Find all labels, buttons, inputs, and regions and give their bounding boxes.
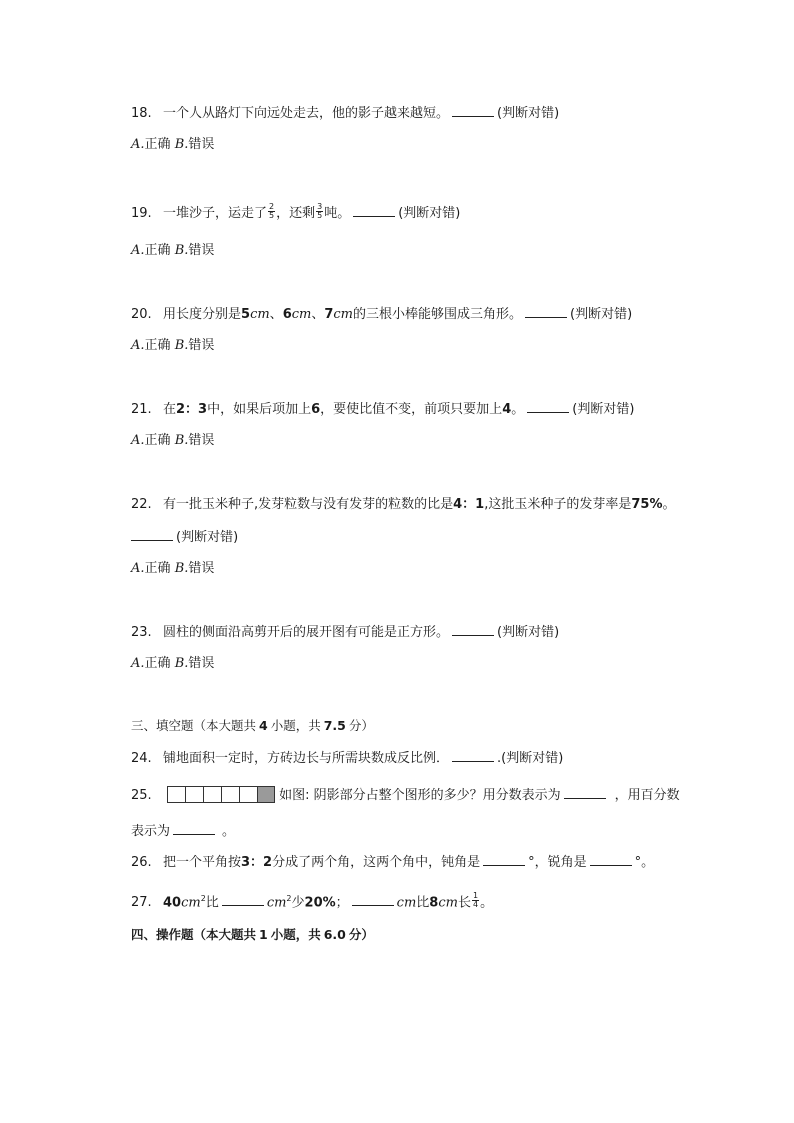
answer-blank-percent[interactable]: [173, 822, 215, 835]
question-tag: (判断对错): [497, 625, 560, 640]
options-20: [131, 337, 214, 355]
option-a-text[interactable]: 正确: [144, 656, 171, 671]
section-4-heading: 四、操作题（本大题共 1 小题，共 6.0 分）: [131, 927, 374, 942]
answer-blank[interactable]: [452, 623, 494, 636]
question-26: 26. 把一个平角按3：2分成了两个角，这两个角中，钝角是 °，锐角是 °。: [131, 855, 655, 870]
option-b-text[interactable]: 错误: [188, 137, 215, 152]
answer-blank-fraction[interactable]: [564, 786, 606, 799]
question-23: [131, 623, 559, 642]
answer-blank-obtuse[interactable]: [483, 853, 525, 866]
question-text: 一个人从路灯下向远处走去，他的影子越来越短。: [163, 106, 450, 121]
question-text: 圆柱的侧面沿高剪开后的展开图有可能是正方形。: [163, 625, 450, 640]
option-a-text[interactable]: 正确: [144, 137, 171, 152]
option-a-label: A.: [131, 137, 145, 152]
answer-blank[interactable]: [353, 204, 395, 217]
question-tag: (判断对错): [398, 206, 461, 221]
option-b-text[interactable]: 错误: [188, 656, 215, 671]
fraction: $\frac{1}{4}$: [472, 891, 479, 910]
option-a-label: A.: [131, 433, 145, 448]
question-number: 23.: [131, 625, 152, 640]
option-b-text[interactable]: 错误: [188, 243, 215, 258]
question-tag: (判断对错): [570, 307, 633, 322]
option-b-label: B.: [174, 561, 189, 576]
question-tag: (判断对错): [572, 402, 635, 417]
option-a-text[interactable]: 正确: [144, 561, 171, 576]
question-20: 20. 用长度分别是5cm、6cm、7cm的三根小棒能够围成三角形。 (判断对错): [131, 307, 633, 322]
option-b-label: B.: [174, 433, 189, 448]
question-25-cont: 表示为 。: [131, 824, 236, 839]
question-number: 20.: [131, 307, 152, 322]
option-a-label: A.: [131, 656, 145, 671]
fraction: $\frac{3}{5}$: [317, 202, 323, 220]
option-b-label: B.: [174, 137, 189, 152]
option-a-label: A.: [131, 338, 145, 353]
options-18: [131, 136, 214, 154]
answer-blank[interactable]: [525, 305, 567, 318]
option-b-label: B.: [174, 656, 189, 671]
section-3-heading: 三、填空题（本大题共 4 小题，共 7.5 分）: [131, 718, 374, 733]
question-number: 21.: [131, 402, 152, 417]
question-tag: (判断对错): [176, 530, 239, 545]
question-27: 27. $40cm^2$比 $cm^2$少20%； cm比8cm长 $\frac{1}{4}$ 。: [131, 891, 494, 911]
question-tag: (判断对错): [497, 106, 560, 121]
option-b-label: B.: [174, 243, 189, 258]
question-25: 25. 如图: 阴影部分占整个图形的多少？用分数表示为 ，用百分数: [131, 788, 680, 803]
options-23: [131, 655, 214, 673]
question-22-cont: [131, 528, 238, 547]
option-b-label: B.: [174, 338, 189, 353]
shaded-grid-figure: [167, 786, 275, 803]
option-b-text[interactable]: 错误: [188, 561, 215, 576]
option-a-text[interactable]: 正确: [144, 243, 171, 258]
answer-blank-acute[interactable]: [590, 853, 632, 866]
answer-blank-1[interactable]: [222, 893, 264, 906]
options-19: [131, 242, 214, 260]
question-tag: .(判断对错): [497, 751, 564, 766]
question-24: [131, 749, 563, 768]
question-number: 26.: [131, 855, 152, 870]
options-22: [131, 560, 214, 578]
option-a-label: A.: [131, 561, 145, 576]
fraction: $\frac{2}{5}$: [269, 202, 275, 220]
option-a-text[interactable]: 正确: [144, 338, 171, 353]
option-b-text[interactable]: 错误: [188, 433, 215, 448]
question-number: 27.: [131, 895, 152, 911]
answer-blank-2[interactable]: [352, 893, 394, 906]
question-21: 21. 在2：3中，如果后项加上6，要使比值不变，前项只要加上4。 (判断对错): [131, 402, 635, 417]
answer-blank[interactable]: [452, 749, 494, 762]
option-a-text[interactable]: 正确: [144, 433, 171, 448]
question-number: 24.: [131, 751, 152, 766]
answer-blank[interactable]: [452, 104, 494, 117]
question-text: 铺地面积一定时，方砖边长与所需块数成反比例．: [163, 751, 450, 766]
question-number: 19.: [131, 206, 152, 221]
answer-blank[interactable]: [527, 400, 569, 413]
question-number: 22.: [131, 497, 152, 512]
question-19: 19. 一堆沙子，运走了 $\frac{2}{5}$ ，还剩 $\frac{3}{5}$ 吨。 (判断对错): [131, 202, 461, 221]
options-21: [131, 432, 214, 450]
question-number: 25.: [131, 788, 152, 803]
question-18: [131, 104, 559, 123]
question-22: 22. 有一批玉米种子,发芽粒数与没有发芽的粒数的比是4：1,这批玉米种子的发芽率是75%。: [131, 497, 676, 512]
question-number: 18.: [131, 106, 152, 121]
option-b-text[interactable]: 错误: [188, 338, 215, 353]
answer-blank[interactable]: [131, 528, 173, 541]
option-a-label: A.: [131, 243, 145, 258]
question-text: 一堆沙子，运走了: [163, 206, 268, 221]
